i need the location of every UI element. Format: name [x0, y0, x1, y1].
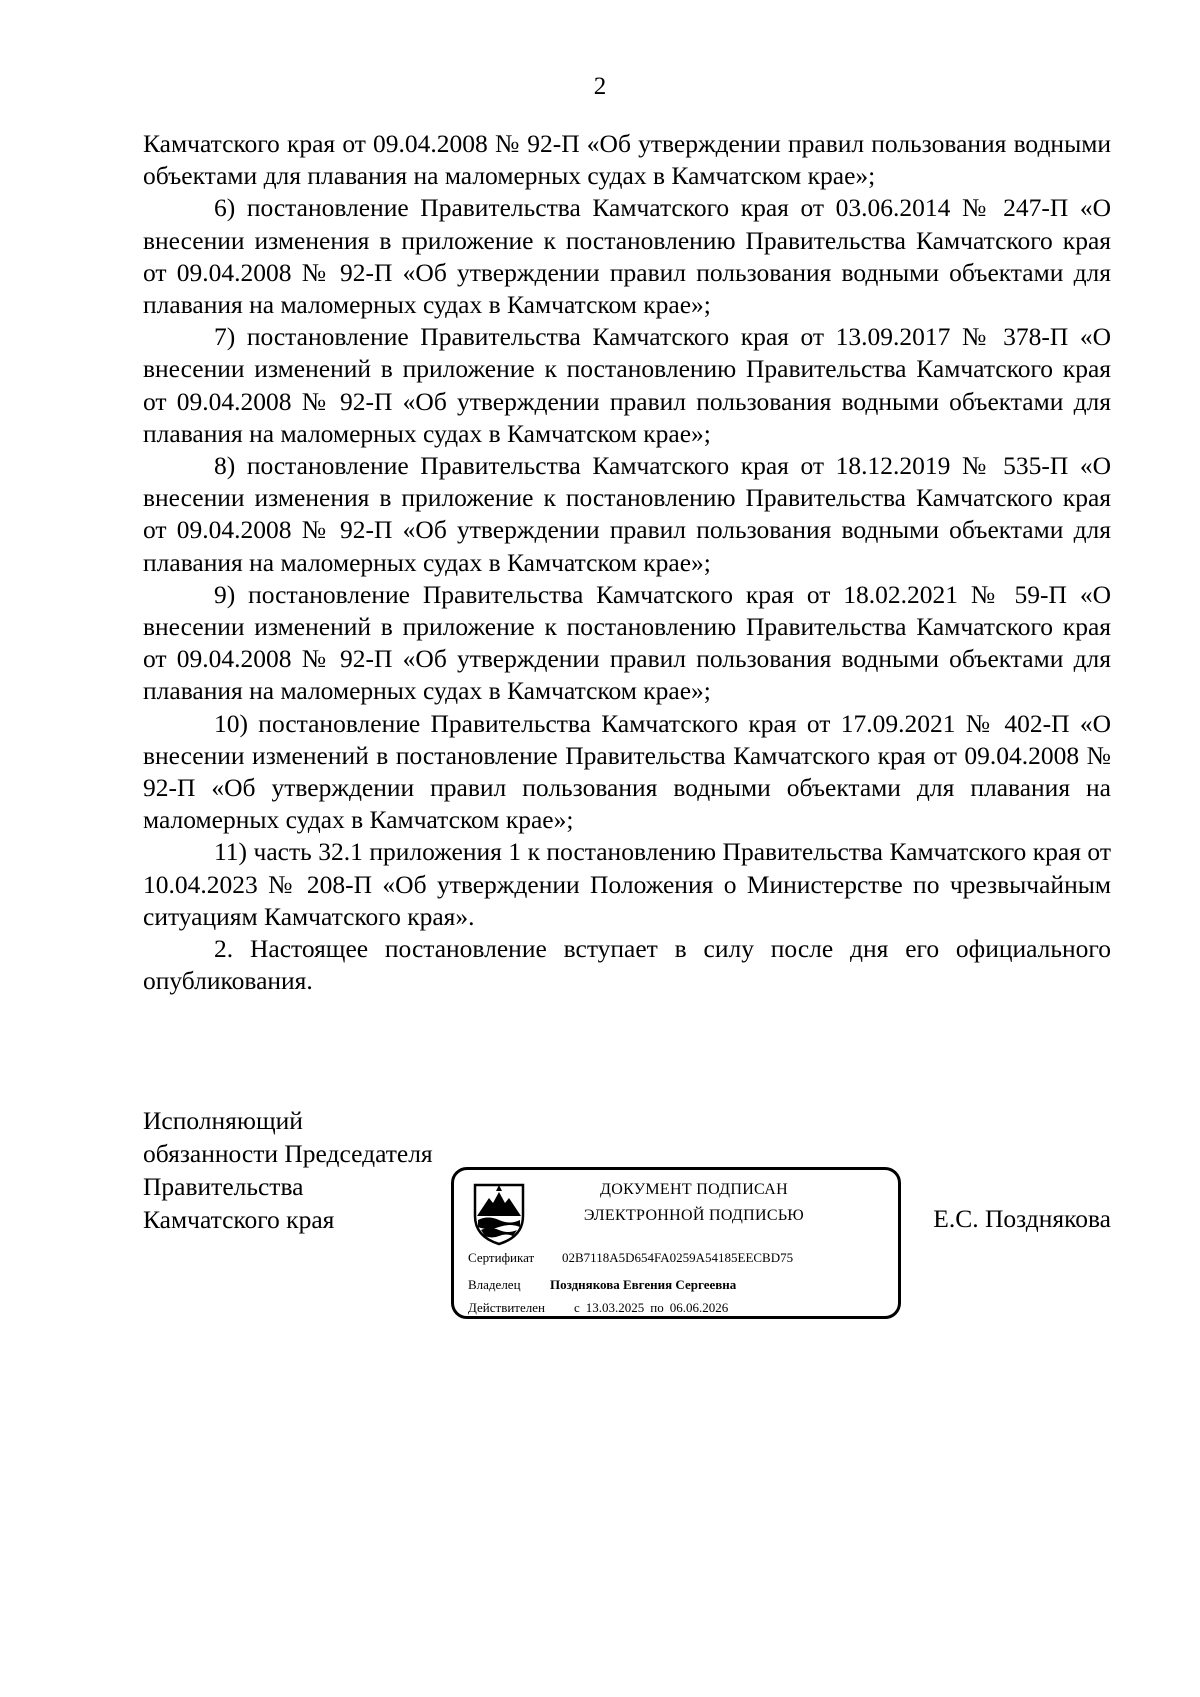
- valid-from-prefix: с: [574, 1300, 580, 1315]
- valid-to-prefix: по: [650, 1300, 664, 1315]
- stamp-heading: ДОКУМЕНТ ПОДПИСАН: [600, 1181, 788, 1198]
- paragraph: 2. Настоящее постановление вступает в силу после дня его официального опубликования.: [143, 934, 1111, 996]
- paragraph: 7) постановление Правительства Камчатского края от 13.09.2017 № 378-П «О внесении изменений в приложение к постановлению Правительства Камчатского края от 09.04.2008 № 92-П «Об утверждении правил пользования водными объектами для плавания на маломерных судах в Камчатском крае»;: [143, 322, 1111, 448]
- owner-label: Владелец: [468, 1277, 521, 1292]
- paragraph: 8) постановление Правительства Камчатского края от 18.12.2019 № 535-П «О внесении изменения в приложение к постановлению Правительства Камчатского края от 09.04.2008 № 92-П «Об утверждении правил пользования водными объектами для плавания на маломерных судах в Камчатском крае»;: [143, 451, 1111, 577]
- certificate-value: 02B7118A5D654FA0259A54185EECBD75: [562, 1250, 794, 1265]
- certificate-row: [468, 1250, 793, 1266]
- paragraph: 11) часть 32.1 приложения 1 к постановлению Правительства Камчатского края от 10.04.2023 № 208-П «Об утверждении Положения о Министерстве по чрезвычайным ситуациям Камчатского края».: [143, 837, 1111, 931]
- stamp-heading: ЭЛЕКТРОННОЙ ПОДПИСЬЮ: [583, 1207, 805, 1224]
- valid-from-date: 13.03.2025: [585, 1300, 645, 1315]
- signer-title: [143, 1104, 433, 1236]
- paragraph: 9) постановление Правительства Камчатского края от 18.02.2021 № 59-П «О внесении изменений в приложение к постановлению Правительства Камчатского края от 09.04.2008 № 92-П «Об утверждении правил пользования водными объектами для плавания на маломерных судах в Камчатском крае»;: [143, 579, 1111, 706]
- paragraph: 10) постановление Правительства Камчатского края от 17.09.2021 № 402-П «О внесении изменений в постановление Правительства Камчатского края от 09.04.2008 № 92-П «Об утверждении правил пользования водными объектами для плавания на маломерных судах в Камчатском крае»;: [143, 708, 1111, 835]
- kamchatka-coat-of-arms-icon: [472, 1182, 526, 1246]
- paragraph: Камчатского края от 09.04.2008 № 92-П «Об утверждении правил пользования водными объектами для плавания на маломерных судах в Камчатском крае»;: [143, 129, 1111, 191]
- owner-row: [468, 1277, 736, 1293]
- validity-label: Действителен: [468, 1300, 545, 1315]
- certificate-label: Сертификат: [468, 1250, 535, 1265]
- paragraph: 6) постановление Правительства Камчатского края от 03.06.2014 № 247-П «О внесении изменения в приложение к постановлению Правительства Камчатского края от 09.04.2008 № 92-П «Об утверждении правил пользования водными объектами для плавания на маломерных судах в Камчатском крае»;: [143, 193, 1111, 320]
- electronic-signature-stamp: [451, 1167, 901, 1319]
- document-body: [143, 128, 1111, 997]
- owner-value: Позднякова Евгения Сергеевна: [550, 1277, 737, 1292]
- signer-title-line: Камчатского края: [143, 1205, 335, 1234]
- signer-title-line: обязанности Председателя: [143, 1139, 433, 1168]
- valid-to-date: 06.06.2026: [669, 1300, 729, 1315]
- signer-title-line: Правительства: [143, 1172, 304, 1201]
- signer-title-line: Исполняющий: [143, 1106, 303, 1135]
- validity-row: [468, 1300, 728, 1316]
- signer-name: Е.С. Позднякова: [933, 1204, 1111, 1233]
- page-number: 2: [593, 73, 607, 100]
